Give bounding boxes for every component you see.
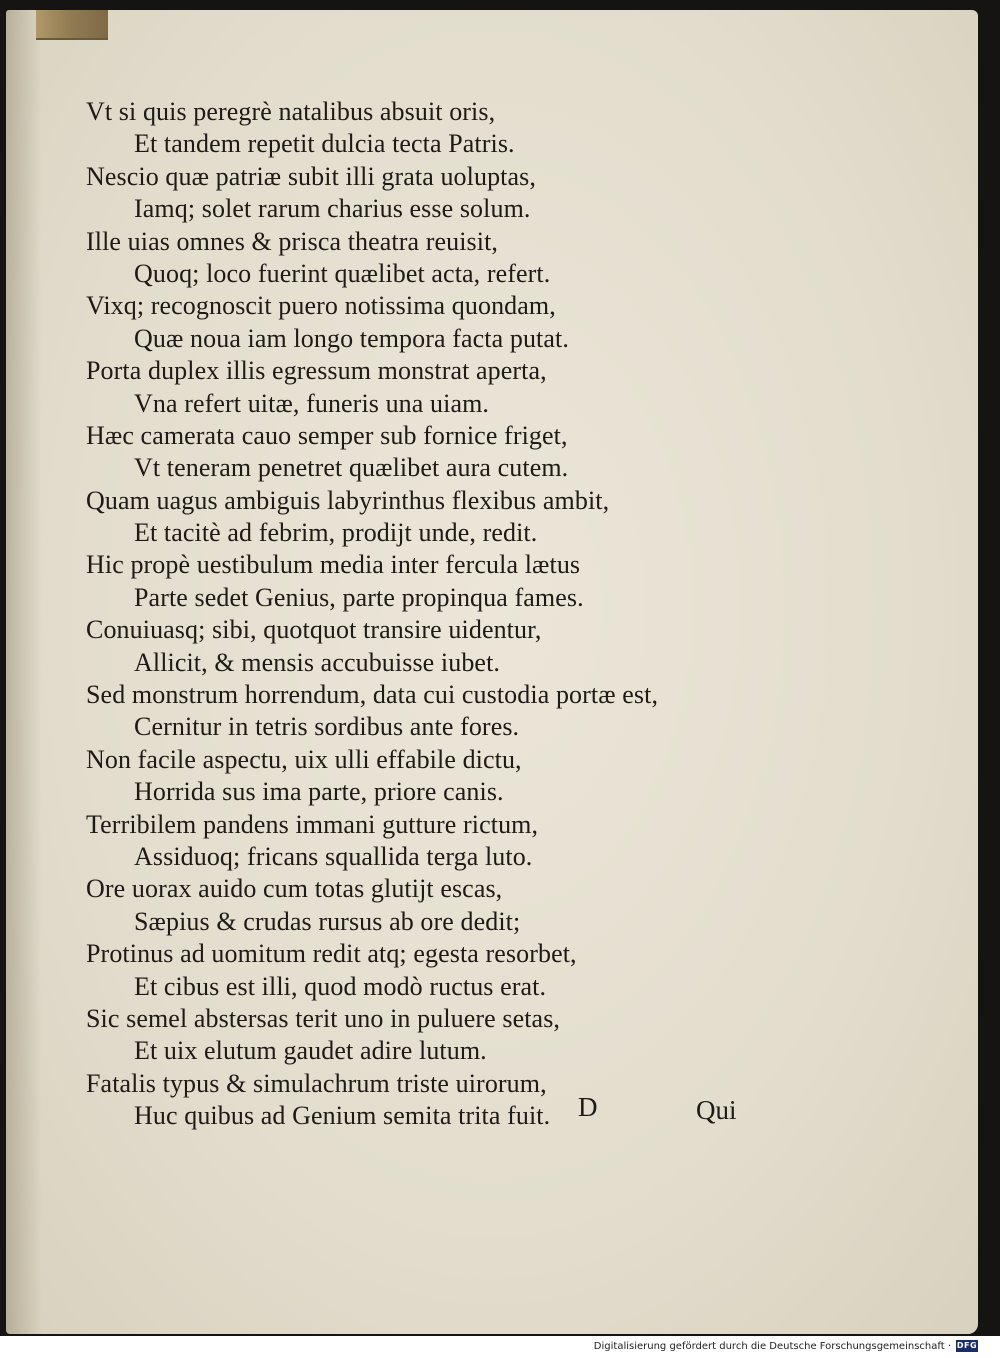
verse-line: Sæpius & crudas rursus ab ore dedit; [134, 906, 521, 936]
verse-line: Vt teneram penetret quælibet aura cutem. [134, 453, 569, 483]
binding-strip [36, 10, 108, 40]
verse-line: Hæc camerata cauo semper sub fornice friget, [86, 420, 568, 450]
verse-line: Et tandem repetit dulcia tecta Patris. [134, 129, 515, 159]
verse-line: Non facile aspectu, uix ulli effabile dictu, [86, 744, 522, 774]
verse-line: Huc quibus ad Genium semita trita fuit. [134, 1101, 551, 1131]
verse-line: Ore uorax auido cum totas glutijt escas, [86, 874, 503, 904]
verse-line: Allicit, & mensis accubuisse iubet. [134, 647, 500, 677]
verse-line: Quam uagus ambiguis labyrinthus flexibus ambit, [86, 485, 610, 515]
verse-line: Assiduoq; fricans squallida terga luto. [134, 841, 533, 871]
verse-line: Vna refert uitæ, funeris una uiam. [134, 388, 490, 418]
verse-line: Vixq; recognoscit puero notissima quondam, [86, 291, 556, 321]
verse-line: Cernitur in tetris sordibus ante fores. [134, 712, 520, 742]
catchword: Qui [696, 1095, 737, 1125]
verse-line: Ille uias omnes & prisca theatra reuisit, [86, 226, 499, 256]
verse-line: Horrida sus ima parte, priore canis. [134, 777, 504, 807]
book-page [6, 10, 978, 1334]
verse-line: Iamq; solet rarum charius esse solum. [134, 194, 531, 224]
credit-text: Digitalisierung gefördert durch die Deutsche Forschungsgemeinschaft · [593, 1340, 951, 1352]
verse-line: Sed monstrum horrendum, data cui custodia portæ est, [86, 680, 659, 710]
verse-line: Fatalis typus & simulachrum triste uirorum, [86, 1068, 547, 1098]
verse-line: Terribilem pandens immani gutture rictum, [86, 809, 539, 839]
verse-line: Et uix elutum gaudet adire lutum. [134, 1036, 487, 1066]
verse-line: Sic semel abstersas terit uno in puluere setas, [86, 1003, 561, 1033]
verse-line: Parte sedet Genius, parte propinqua fames. [134, 582, 584, 612]
verse-line: Hic propè uestibulum media inter fercula lætus [86, 550, 581, 580]
verse-line: Et tacitè ad febrim, prodijt unde, redit. [134, 518, 538, 548]
verse-line: Nescio quæ patriæ subit illi grata uoluptas, [86, 161, 536, 191]
verse-line: Porta duplex illis egressum monstrat aperta, [86, 356, 547, 386]
dfg-logo-icon: DFG [956, 1341, 978, 1350]
verse-line: Quoq; loco fuerint quælibet acta, refert. [134, 258, 551, 288]
verse-line: Et cibus est illi, quod modò ructus erat. [134, 971, 547, 1001]
verse-line: Quæ noua iam longo tempora facta putat. [134, 323, 569, 353]
verse-line: Protinus ad uomitum redit atq; egesta resorbet, [86, 939, 577, 969]
digitization-credit [594, 1340, 978, 1352]
signature-mark: D [578, 1092, 598, 1122]
verse-line: Vt si quis peregrè natalibus absuit oris, [86, 97, 496, 126]
poem-text [6, 96, 978, 1133]
verse-line: Conuiuasq; sibi, quotquot transire uidentur, [86, 615, 542, 645]
